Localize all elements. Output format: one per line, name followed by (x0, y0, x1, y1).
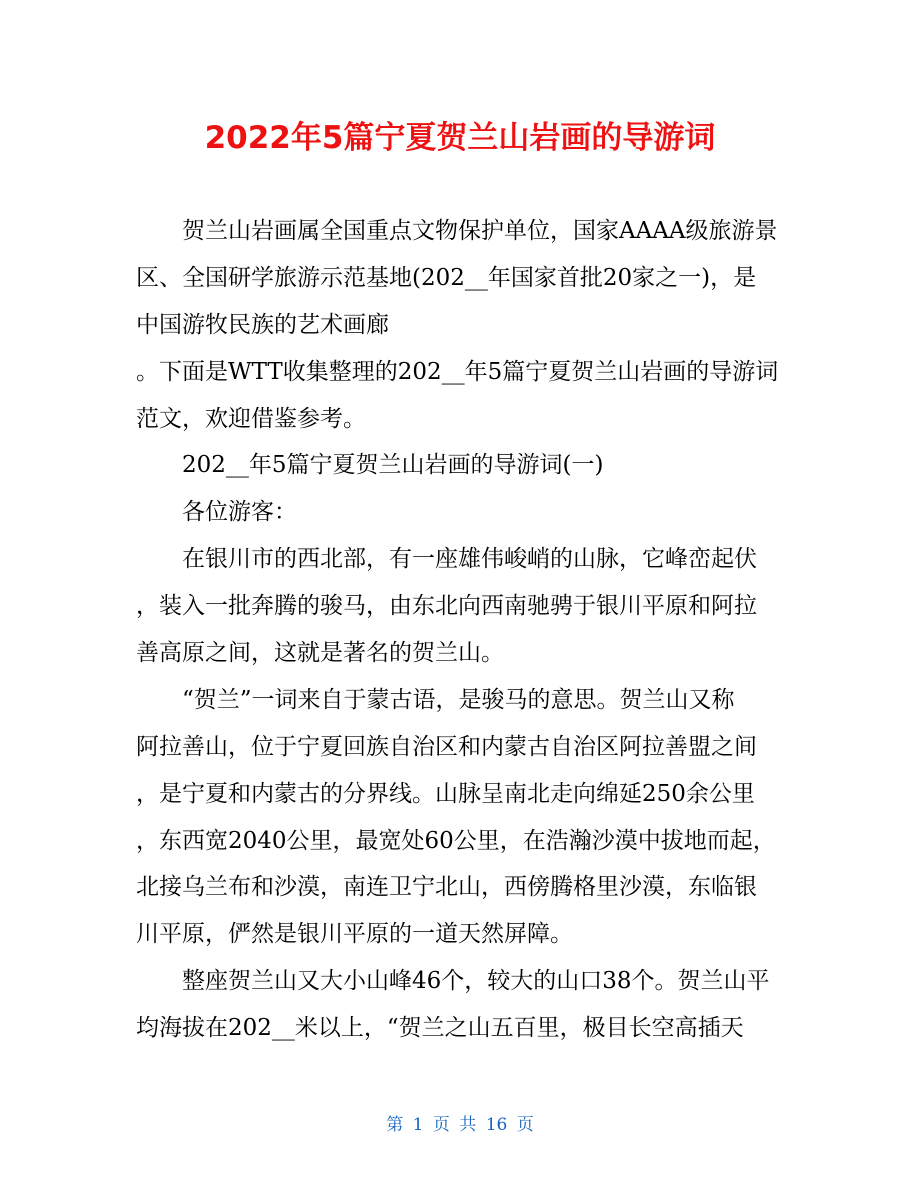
para-2-line-3: ，是宁夏和内蒙古的分界线。山脉呈南北走向绵延250余公里 (136, 780, 755, 807)
para-2-line-4: ，东西宽2040公里，最宽处60公里，在浩瀚沙漠中拔地而起， (136, 827, 776, 854)
page-footer: 第 1 页 共 16 页 (386, 1115, 534, 1135)
para-intro-line-1: 贺兰山岩画属全国重点文物保护单位，国家AAAA级旅游景 (182, 218, 778, 244)
para-intro-line-4: 。下面是WTT收集整理的202__年5篇宁夏贺兰山岩画的导游词 (136, 358, 779, 385)
document-title: 2022年5篇宁夏贺兰山岩画的导游词 (204, 120, 716, 156)
para-intro-line-5: 范文，欢迎借鉴参考。 (136, 405, 366, 432)
para-2-line-6: 川平原，俨然是银川平原的一道天然屏障。 (136, 921, 573, 948)
para-2-line-5: 北接乌兰布和沙漠，南连卫宁北山，西傍腾格里沙漠，东临银 (136, 874, 757, 901)
section-heading-1: 202__年5篇宁夏贺兰山岩画的导游词(一) (182, 452, 604, 479)
para-2-line-1: “贺兰”一词来自于蒙古语，是骏马的意思。贺兰山又称 (182, 686, 735, 713)
document-body (136, 208, 786, 1052)
para-1-line-2: ，装入一批奔腾的骏马，由东北向西南驰骋于银川平原和阿拉 (136, 593, 757, 620)
para-intro-line-3: 中国游牧民族的艺术画廊 (136, 311, 389, 338)
para-3-line-2: 均海拔在202__米以上，“贺兰之山五百里，极目长空高插天 (136, 1015, 744, 1042)
para-1-line-3: 善高原之间，这就是著名的贺兰山。 (136, 640, 504, 667)
greeting-line: 各位游客： (182, 499, 297, 526)
para-3-line-1: 整座贺兰山又大小山峰46个，较大的山口38个。贺兰山平 (182, 968, 770, 995)
para-intro-line-2: 区、全国研学旅游示范基地(202__年国家首批20家之一)，是 (136, 264, 757, 291)
para-2-line-2: 阿拉善山，位于宁夏回族自治区和内蒙古自治区阿拉善盟之间 (136, 733, 757, 760)
para-1-line-1: 在银川市的西北部，有一座雄伟峻峭的山脉，它峰峦起伏 (182, 546, 757, 573)
